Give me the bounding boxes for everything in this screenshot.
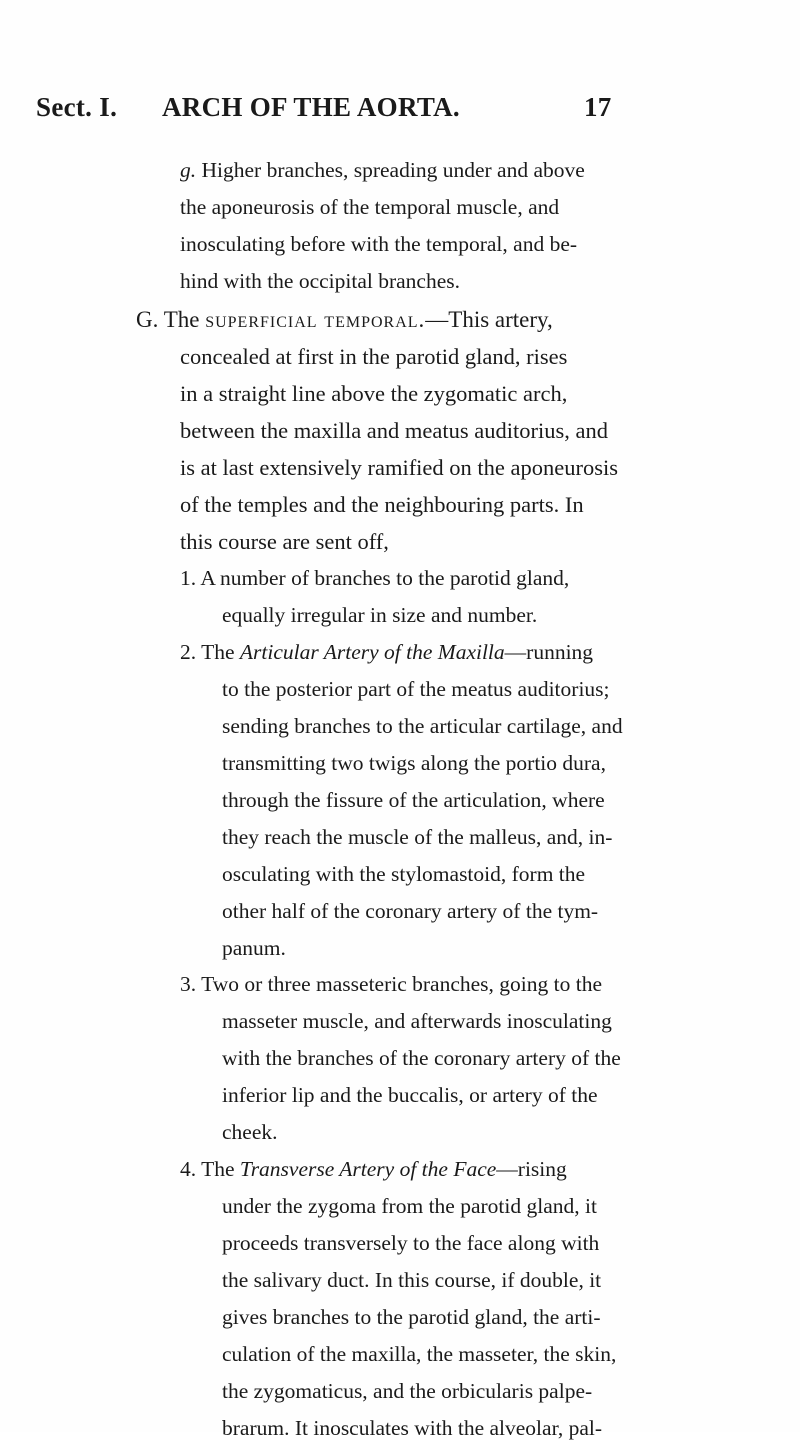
- text-line: to the posterior part of the meatus auditorius;: [222, 677, 610, 701]
- text-line: under the zygoma from the parotid gland, it: [222, 1194, 597, 1218]
- section-heading: superficial temporal.: [205, 307, 426, 332]
- list-item-2: 2. The Articular Artery of the Maxilla—running to the posterior part of the meatus auditorius; sending branches to the articular cartilage, and transmitting two twigs along the portio dura, through the fissure of the articulation, where they reach the muscle of the malleus, and, in- osculating with the stylomastoid, form the other half of the coronary artery of the tym- panum.: [180, 634, 623, 967]
- text-line: concealed at first in the parotid gland, rises: [180, 344, 568, 369]
- text-line: this course are sent off,: [180, 529, 389, 554]
- paragraph-G-body: [180, 338, 618, 560]
- text-line: osculating with the stylomastoid, form the: [222, 862, 586, 886]
- text-line: proceeds transversely to the face along with: [222, 1231, 600, 1255]
- list-item-3: [180, 966, 621, 1151]
- text-line: other half of the coronary artery of the tym-: [222, 899, 599, 923]
- text-line: transmitting two twigs along the portio dura,: [222, 751, 606, 775]
- text-line: the aponeurosis of the temporal muscle, and: [180, 195, 560, 219]
- text-line: is at last extensively ramified on the aponeurosis: [180, 455, 619, 480]
- text-line: sending branches to the articular cartilage, and: [222, 714, 623, 738]
- paragraph-label: g.: [180, 158, 197, 182]
- text-line: the zygomaticus, and the orbicularis palpe-: [222, 1379, 593, 1403]
- text-line: between the maxilla and meatus auditorius, and: [180, 418, 608, 443]
- text-line: brarum. It inosculates with the alveolar, pal-: [222, 1416, 603, 1440]
- text-line: panum.: [222, 936, 286, 960]
- text-line: through the fissure of the articulation, where: [222, 788, 605, 812]
- text-line: culation of the maxilla, the masseter, the skin,: [222, 1342, 617, 1366]
- text-line: cheek.: [222, 1120, 278, 1144]
- paragraph-G-first-line: G. The superficial temporal.—This artery,: [136, 307, 553, 332]
- artery-name: Transverse Artery of the Face: [239, 1157, 497, 1181]
- text-line: in a straight line above the zygomatic arch,: [180, 381, 568, 406]
- text-line: 3. Two or three masseteric branches, going to the: [180, 972, 603, 996]
- paragraph-label: G. The: [136, 307, 206, 332]
- list-item-1: [180, 560, 569, 634]
- page-number: 17: [584, 92, 612, 122]
- text-line: inferior lip and the buccalis, or artery of the: [222, 1083, 598, 1107]
- text-line: equally irregular in size and number.: [222, 603, 538, 627]
- text-line: the salivary duct. In this course, if double, it: [222, 1268, 602, 1292]
- text-line: gives branches to the parotid gland, the arti-: [222, 1305, 601, 1329]
- paragraph-g: [180, 152, 585, 189]
- chapter-title: ARCH OF THE AORTA.: [162, 92, 460, 122]
- text-line: g. Higher branches, spreading under and above: [180, 158, 585, 182]
- text-line: they reach the muscle of the malleus, and, in-: [222, 825, 613, 849]
- text-line: with the branches of the coronary artery of the: [222, 1046, 621, 1070]
- text-line: of the temples and the neighbouring parts. In: [180, 492, 584, 517]
- artery-name: Articular Artery of the Maxilla: [239, 640, 505, 664]
- list-item-4: 4. The Transverse Artery of the Face—rising under the zygoma from the parotid gland, it proceeds transversely to the face along with the salivary duct. In this course, if double, it gives branches to the parotid gland, the arti- culation of the maxilla, the masseter, the skin, the zygomaticus, and the orbicularis palpe- brarum. It inosculates with the alveolar, pal-: [180, 1151, 616, 1447]
- text-line: inosculating before with the temporal, and be-: [180, 232, 578, 256]
- paragraph-g-continued: [180, 189, 577, 300]
- text-line: hind with the occipital branches.: [180, 269, 461, 293]
- text-line: 1. A number of branches to the parotid gland,: [180, 566, 570, 590]
- text-line: masseter muscle, and afterwards inosculating: [222, 1009, 612, 1033]
- section-label: Sect. I.: [36, 92, 118, 122]
- running-header: [36, 92, 636, 132]
